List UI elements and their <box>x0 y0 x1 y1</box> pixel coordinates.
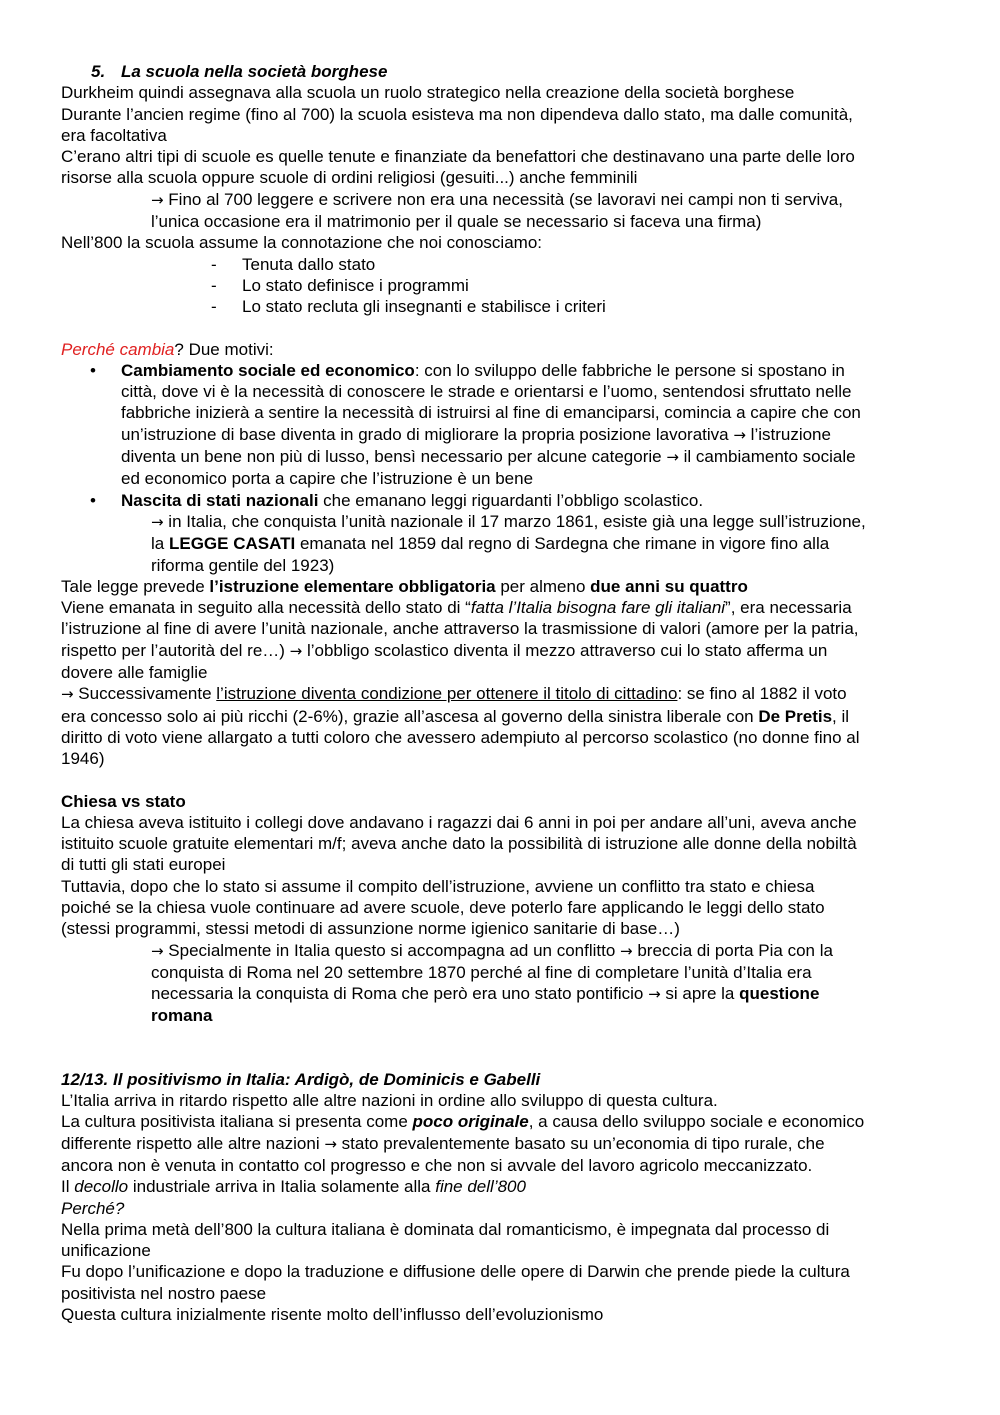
red-highlight: Perché cambia <box>61 339 175 359</box>
paragraph: Il decollo industriale arriva in Italia solamente alla fine dell’800 <box>61 1177 526 1197</box>
paragraph: Viene emanata in seguito alla necessità dello stato di “fatta l’Italia bisogna fare gli italiani”, era necessaria <box>61 598 852 618</box>
arrow-icon: → <box>289 641 303 660</box>
paragraph: L’Italia arriva in ritardo rispetto alle altre nazioni in ordine allo sviluppo di questa cultura. <box>61 1091 718 1111</box>
paragraph: diritto di voto viene allargato a tutti coloro che avessero adempiuto al percorso scolastico (no donne fino al <box>61 727 860 747</box>
bullet-item: • Nascita di stati nazionali che emanano leggi riguardanti l’obbligo scolastico. <box>90 490 704 510</box>
dash-marker: - <box>211 297 217 317</box>
paragraph: unificazione <box>61 1241 151 1261</box>
arrow-icon: → <box>620 941 633 960</box>
paragraph: Questa cultura inizialmente risente molto dell’influsso dell’evoluzionismo <box>61 1305 604 1325</box>
paragraph: differente rispetto alle altre nazioni → stato prevalentemente basato su un’economia di tipo rurale, che <box>61 1133 825 1153</box>
paragraph: Tale legge prevede l’istruzione elementare obbligatoria per almeno due anni su quattro <box>61 576 748 596</box>
paragraph: dovere alle famiglie <box>61 663 208 683</box>
paragraph: rispetto per l’autorità del re…) → l’obbligo scolastico diventa il mezzo attraverso cui lo stato afferma un <box>61 640 828 660</box>
bullet-icon: • <box>90 490 96 510</box>
dash-marker: - <box>211 275 217 295</box>
why-question: Perché cambia? Due motivi: <box>61 339 274 359</box>
bullet-item: • Cambiamento sociale ed economico: con lo sviluppo delle fabbriche le persone si spostano in città, dove vi è la necessità di conoscere le strade e orientarsi e l’uomo, sentendosi sfruttato nelle fabbriche inizierà a sentire la necessità di istruirsi al fine di emanciparsi, comincia a capire che con un’istruzione di base diventa in grado di migliorare la propria posizione lavorativa → l’istruzione diventa un bene non più di lusso, bensì necessario per alcune categorie → il cambiamento sociale ed economico porta a capire che l’istruzione è un bene <box>90 360 861 489</box>
paragraph: La cultura positivista italiana si presenta come poco originale, a causa dello sviluppo sociale e economico <box>61 1112 865 1132</box>
document-page <box>61 61 941 1325</box>
paragraph: di tutti gli stati europei <box>61 855 226 875</box>
list-item: - Lo stato definisce i programmi <box>211 275 469 295</box>
arrow-note: necessaria la conquista di Roma che però era uno stato pontificio → si apre la questione <box>151 984 820 1004</box>
paragraph: poiché se la chiesa vuole continuare ad avere scuole, deve poterlo fare applicando le leggi dello stato <box>61 897 825 917</box>
arrow-note: → Specialmente in Italia questo si accompagna ad un conflitto → breccia di porta Pia con la <box>151 940 833 960</box>
paragraph: risorse alla scuola oppure scuole di ordini religiosi (gesuiti...) anche femminili <box>61 168 638 188</box>
paragraph: Fu dopo l’unificazione e dopo la traduzione e diffusione delle opere di Darwin che prende piede la cultura <box>61 1262 850 1282</box>
paragraph: Nella prima metà dell’800 la cultura italiana è dominata dal romanticismo, è impegnata dal processo di <box>61 1219 830 1239</box>
bullet-icon: • <box>90 360 96 380</box>
section-12-heading: 12/13. Il positivismo in Italia: Ardigò, de Dominicis e Gabelli <box>61 1069 541 1089</box>
paragraph: 1946) <box>61 749 105 769</box>
paragraph: → Successivamente l’istruzione diventa condizione per ottenere il titolo di cittadino: se fino al 1882 il voto <box>61 684 847 704</box>
list-item: - Tenuta dallo stato <box>211 254 376 274</box>
paragraph: positivista nel nostro paese <box>61 1283 267 1303</box>
arrow-icon: → <box>151 512 164 531</box>
list-item: - Lo stato recluta gli insegnanti e stabilisce i criteri <box>211 297 606 317</box>
paragraph: Durkheim quindi assegnava alla scuola un ruolo strategico nella creazione della società borghese <box>61 83 795 103</box>
dash-marker: - <box>211 254 217 274</box>
paragraph: (stessi programmi, stessi metodi di assunzione norme igienico sanitarie di base…) <box>61 919 680 939</box>
paragraph: ancora non è venuta in contatto col progresso e che non si avvale del lavoro agricolo meccanizzato. <box>61 1155 813 1175</box>
paragraph: era facoltativa <box>61 125 167 145</box>
chiesa-heading: Chiesa vs stato <box>61 791 186 811</box>
arrow-icon: → <box>324 1134 337 1153</box>
arrow-note: romana <box>151 1006 213 1026</box>
arrow-note: riforma gentile del 1923) <box>151 555 335 575</box>
arrow-icon: → <box>151 190 164 209</box>
arrow-icon: → <box>151 941 164 960</box>
arrow-note: la LEGGE CASATI emanata nel 1859 dal regno di Sardegna che rimane in vigore fino alla <box>151 534 830 554</box>
arrow-icon: → <box>648 985 661 1004</box>
arrow-note: → Fino al 700 leggere e scrivere non era una necessità (se lavoravi nei campi non ti serviva, <box>151 189 843 209</box>
paragraph: l’istruzione al fine di avere l’unità nazionale, anche attraverso la trasmissione di valori (amore per la patria, <box>61 619 859 639</box>
paragraph: Tuttavia, dopo che lo stato si assume il compito dell’istruzione, avviene un conflitto tra stato e chiesa <box>61 876 815 896</box>
paragraph: Nell’800 la scuola assume la connotazione che noi conosciamo: <box>61 233 543 253</box>
arrow-note: conquista di Roma nel 20 settembre 1870 perché al fine di completare l’unità d’Italia era <box>151 962 812 982</box>
arrow-note: → in Italia, che conquista l’unità nazionale il 17 marzo 1861, esiste già una legge sull’istruzione, <box>151 511 866 531</box>
paragraph: istituito scuole gratuite elementari m/f; aveva anche dato la possibilità di istruzione alle donne della nobiltà <box>61 834 857 854</box>
paragraph: La chiesa aveva istituito i collegi dove andavano i ragazzi dai 6 anni in poi per andare all’uni, aveva anche <box>61 812 857 832</box>
paragraph: Perché? <box>61 1198 125 1218</box>
arrow-icon: → <box>61 685 74 704</box>
arrow-icon: → <box>666 448 679 467</box>
arrow-note: l’unica occasione era il matrimonio per il quale se necessario si faceva una firma) <box>151 212 762 232</box>
paragraph: era concesso solo ai più ricchi (2-6%), grazie all’ascesa al governo della sinistra liberale con De Pretis, il <box>61 706 850 726</box>
arrow-icon: → <box>733 425 746 444</box>
paragraph: Durante l’ancien regime (fino al 700) la scuola esisteva ma non dipendeva dallo stato, ma dalle comunità, <box>61 104 853 124</box>
section-5-heading: 5. La scuola nella società borghese <box>91 62 388 81</box>
paragraph: C’erano altri tipi di scuole es quelle tenute e finanziate da benefattori che destinavano una parte delle loro <box>61 147 855 167</box>
